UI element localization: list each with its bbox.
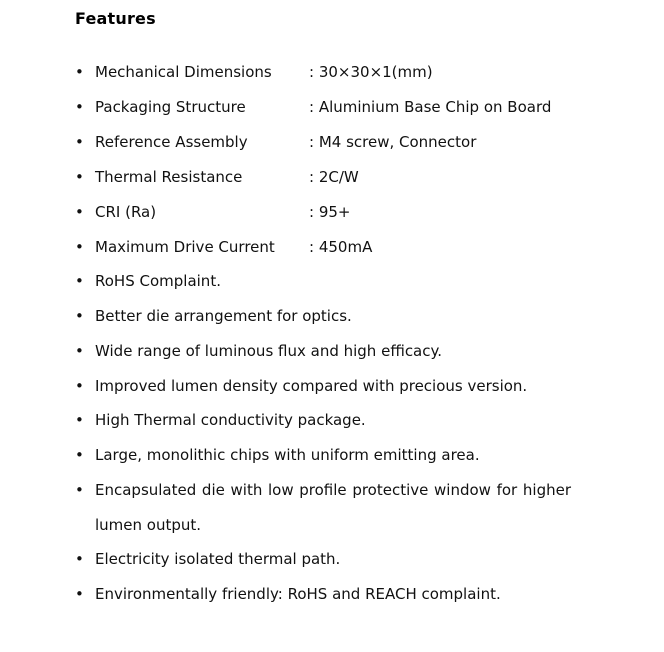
bullet-icon: • — [75, 168, 84, 186]
bullet-icon: • — [75, 307, 84, 325]
feature-text: Encapsulated die with low profile protective window for higher lumen output. — [95, 481, 571, 534]
feature-text: RoHS Complaint. — [95, 272, 221, 290]
spec-value: : M4 screw, Connector — [309, 133, 477, 151]
bullet-icon: • — [75, 133, 84, 151]
spec-value: : 95+ — [309, 203, 351, 221]
bullet-icon: • — [75, 481, 84, 499]
spec-label: Packaging Structure — [95, 98, 246, 116]
spec-label: Maximum Drive Current — [95, 238, 275, 256]
spec-item-maximum-drive-current — [75, 230, 575, 265]
spec-value: : 450mA — [309, 238, 373, 256]
bullet-icon: • — [75, 446, 84, 464]
features-heading: Features — [75, 9, 156, 28]
bullet-icon: • — [75, 98, 84, 116]
bullet-icon: • — [75, 342, 84, 360]
bullet-icon: • — [75, 238, 84, 256]
bullet-icon: • — [75, 550, 84, 568]
feature-item — [75, 369, 575, 404]
feature-item — [75, 473, 575, 543]
spec-value: : Aluminium Base Chip on Board — [309, 98, 552, 116]
spec-label: CRI (Ra) — [95, 203, 157, 221]
feature-text: Improved lumen density compared with precious version. — [95, 377, 528, 395]
spec-item-cri — [75, 195, 575, 230]
feature-item — [75, 438, 575, 473]
feature-text: High Thermal conductivity package. — [95, 411, 366, 429]
bullet-icon: • — [75, 377, 84, 395]
spec-item-reference-assembly — [75, 125, 575, 160]
feature-text: Better die arrangement for optics. — [95, 307, 352, 325]
feature-text: Electricity isolated thermal path. — [95, 550, 341, 568]
feature-text: Wide range of luminous flux and high efficacy. — [95, 342, 443, 360]
feature-item — [75, 542, 575, 577]
spec-label: Reference Assembly — [95, 133, 248, 151]
spec-label: Mechanical Dimensions — [95, 63, 272, 81]
bullet-icon: • — [75, 63, 84, 81]
feature-item — [75, 577, 575, 612]
spec-item-packaging-structure — [75, 90, 575, 125]
feature-item — [75, 334, 575, 369]
spec-item-thermal-resistance — [75, 160, 575, 195]
feature-text: Large, monolithic chips with uniform emitting area. — [95, 446, 480, 464]
bullet-icon: • — [75, 272, 84, 290]
spec-value: : 30×30×1(mm) — [309, 63, 433, 81]
spec-item-mechanical-dimensions — [75, 55, 575, 90]
bullet-icon: • — [75, 203, 84, 221]
feature-text: Environmentally friendly: RoHS and REACH complaint. — [95, 585, 501, 603]
bullet-icon: • — [75, 411, 84, 429]
spec-label: Thermal Resistance — [95, 168, 243, 186]
feature-item — [75, 264, 575, 299]
bullet-icon: • — [75, 585, 84, 603]
feature-item — [75, 403, 575, 438]
feature-item — [75, 299, 575, 334]
spec-value: : 2C/W — [309, 168, 359, 186]
